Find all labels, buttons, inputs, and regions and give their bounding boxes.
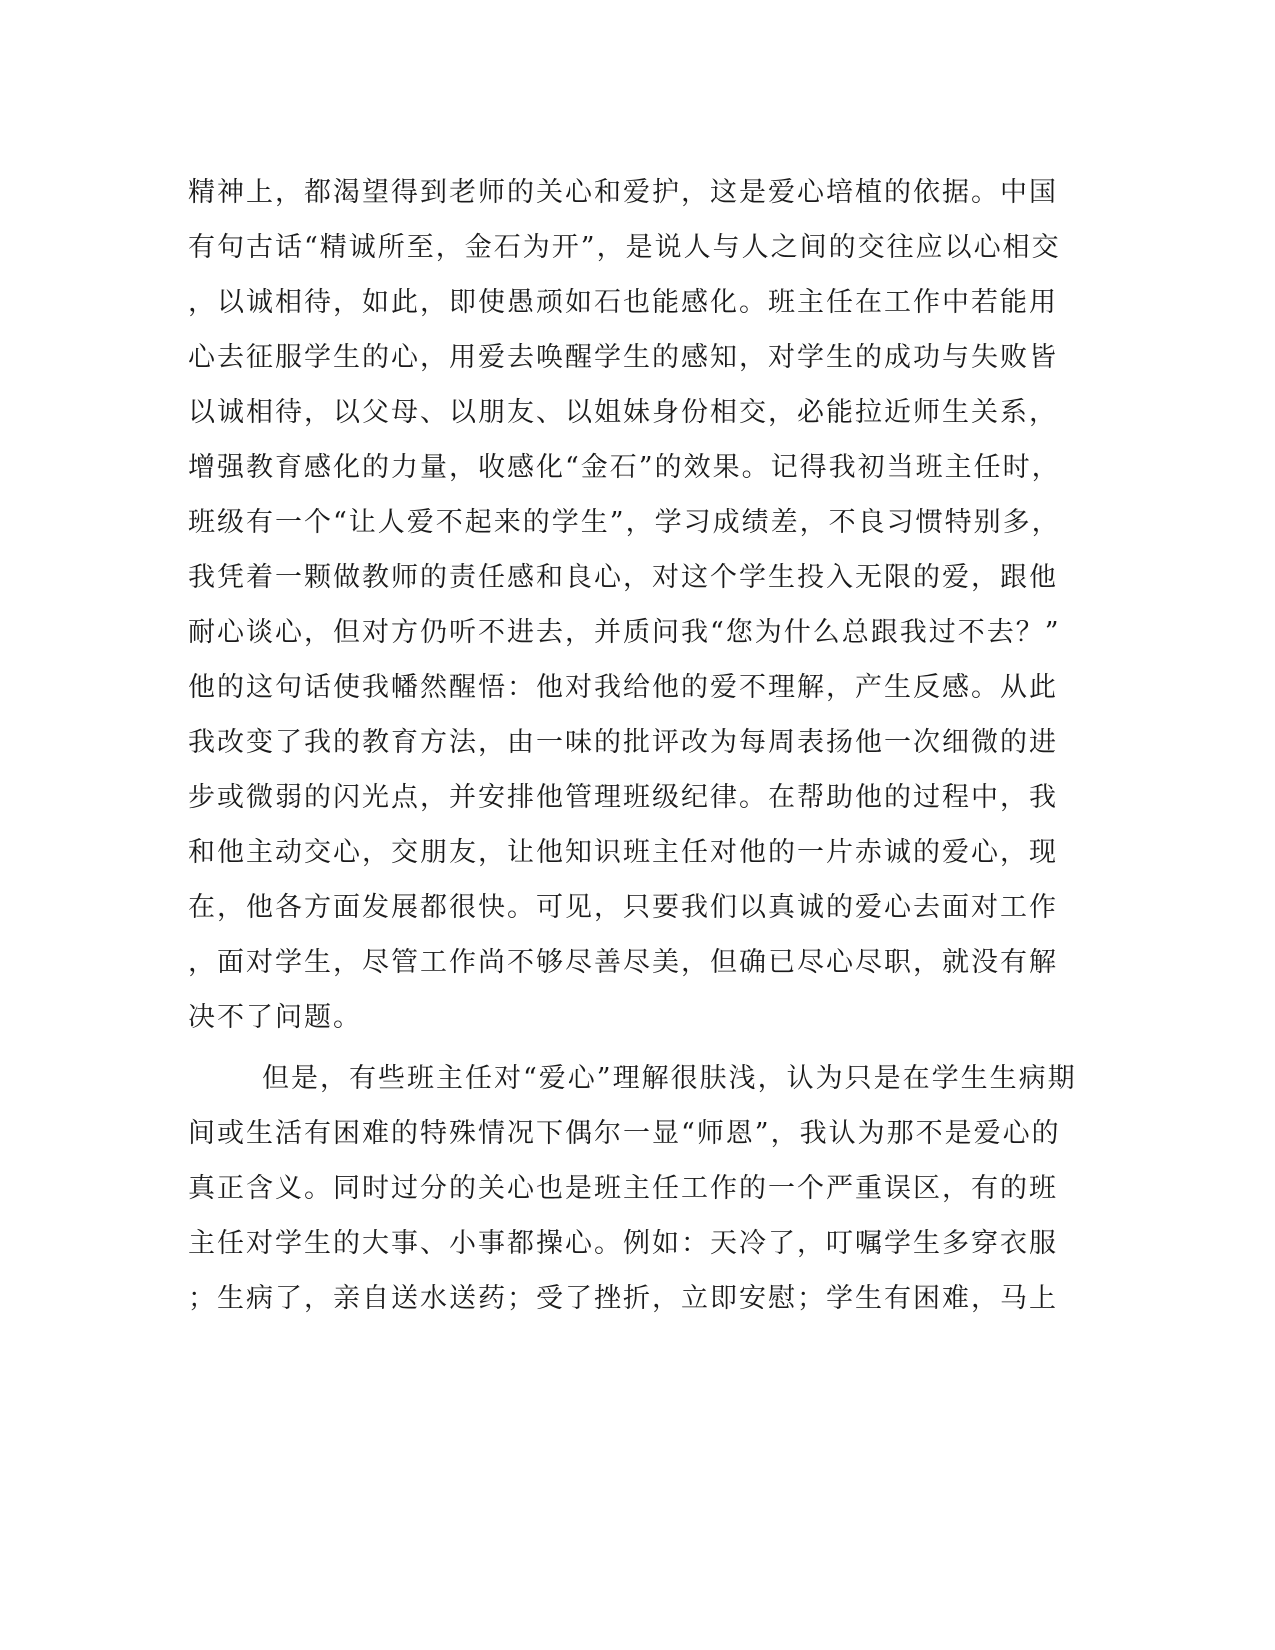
text-line: 我凭着一颗做教师的责任感和良心，对这个学生投入无限的爱，跟他 (188, 562, 1058, 593)
text-line: 精神上，都渴望得到老师的关心和爱护，这是爱心培植的依据。中国 (188, 177, 1058, 208)
text-line: 步或微弱的闪光点，并安排他管理班级纪律。在帮助他的过程中，我 (188, 782, 1058, 813)
body-text (188, 165, 1077, 1326)
text-line: 在，他各方面发展都很快。可见，只要我们以真诚的爱心去面对工作 (188, 892, 1058, 923)
text-line: 决不了问题。 (188, 1002, 362, 1033)
text-line: 心去征服学生的心，用爱去唤醒学生的感知，对学生的成功与失败皆 (188, 342, 1058, 373)
text-line: ，面对学生，尽管工作尚不够尽善尽美，但确已尽心尽职，就没有解 (188, 947, 1058, 978)
text-line-indented: 但是，有些班主任对“爱心”理解很肤浅，认为只是在学生生病期 (262, 1063, 1077, 1094)
text-line: 主任对学生的大事、小事都操心。例如：天冷了，叮嘱学生多穿衣服 (188, 1228, 1058, 1259)
text-line: 有句古话“精诚所至，金石为开”，是说人与人之间的交往应以心相交 (188, 232, 1061, 263)
text-line: 以诚相待，以父母、以朋友、以姐妹身份相交，必能拉近师生关系， (188, 397, 1058, 428)
paragraph-2 (188, 1051, 1077, 1326)
text-line: ，以诚相待，如此，即使愚顽如石也能感化。班主任在工作中若能用 (188, 287, 1058, 318)
text-line: 班级有一个“让人爱不起来的学生”，学习成绩差，不良习惯特别多， (188, 507, 1061, 538)
text-line: ；生病了，亲自送水送药；受了挫折，立即安慰；学生有困难，马上 (188, 1283, 1058, 1314)
text-line: 耐心谈心，但对方仍听不进去，并质问我“您为什么总跟我过不去？” (188, 617, 1061, 648)
text-line: 真正含义。同时过分的关心也是班主任工作的一个严重误区，有的班 (188, 1173, 1058, 1204)
text-line: 增强教育感化的力量，收感化“金石”的效果。记得我初当班主任时， (188, 452, 1061, 483)
text-line: 和他主动交心，交朋友，让他知识班主任对他的一片赤诚的爱心，现 (188, 837, 1058, 868)
paragraph-1 (188, 165, 1068, 1045)
text-line: 我改变了我的教育方法，由一味的批评改为每周表扬他一次细微的进 (188, 727, 1058, 758)
text-line: 他的这句话使我幡然醒悟：他对我给他的爱不理解，产生反感。从此 (188, 672, 1058, 703)
text-line: 间或生活有困难的特殊情况下偶尔一显“师恩”，我认为那不是爱心的 (188, 1118, 1061, 1149)
